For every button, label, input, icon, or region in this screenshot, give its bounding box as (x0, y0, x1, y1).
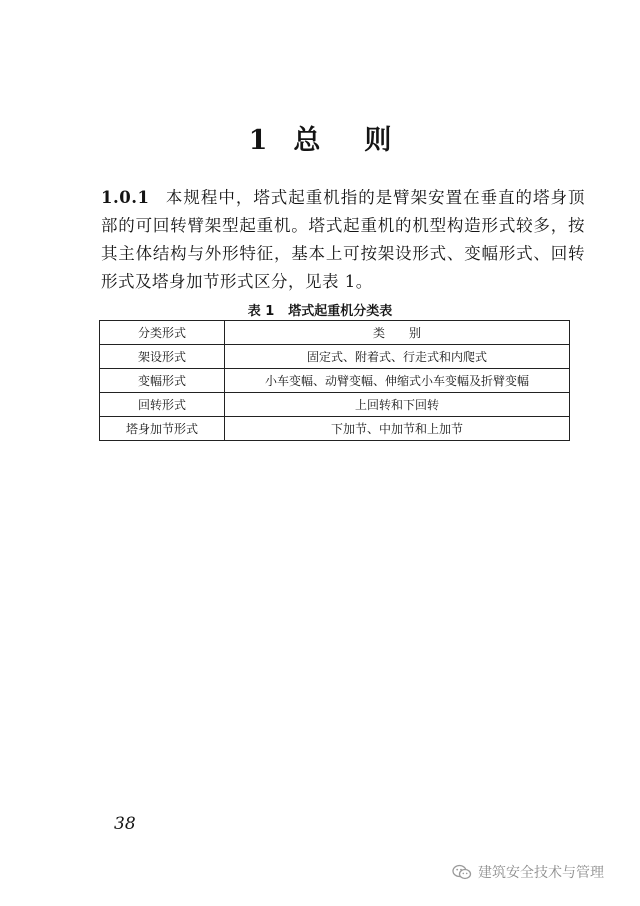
clause-text: 本规程中，塔式起重机指的是臂架安置在垂直的塔身顶部的可回转臂架型起重机。塔式起重机的机型构造形式较多，按其主体结构与外形特征，基本上可按架设形式、变幅形式、回转形式及塔身加节形式区分，见表 1。 (101, 188, 585, 291)
table-caption (0, 300, 640, 319)
wechat-icon (452, 864, 472, 881)
table-cell-category: 下加节、中加节和上加节 (225, 417, 570, 441)
table-caption-number: 表 1 (247, 304, 275, 319)
table-cell-form: 变幅形式 (100, 369, 225, 393)
chapter-title-part2: 则 (364, 125, 392, 156)
table-caption-title: 塔式起重机分类表 (288, 304, 393, 319)
table-row (100, 369, 570, 393)
table-cell-form: 架设形式 (100, 345, 225, 369)
table-cell-category: 小车变幅、动臂变幅、伸缩式小车变幅及折臂变幅 (225, 369, 570, 393)
table-row (100, 393, 570, 417)
table-row (100, 417, 570, 441)
table-cell-category: 固定式、附着式、行走式和内爬式 (225, 345, 570, 369)
chapter-title-part1: 总 (293, 125, 321, 156)
page-number: 38 (114, 814, 136, 834)
table-header-cell: 类 别 (225, 321, 570, 345)
clause-number: 1.0.1 (101, 188, 150, 207)
table-cell-form: 塔身加节形式 (100, 417, 225, 441)
watermark-text: 建筑安全技术与管理 (478, 865, 604, 881)
table-cell-category: 上回转和下回转 (225, 393, 570, 417)
classification-table (99, 320, 570, 441)
chapter-title (0, 118, 640, 157)
table-row (100, 345, 570, 369)
chapter-number: 1 (248, 125, 268, 156)
table-header-cell: 分类形式 (100, 321, 225, 345)
table-cell-form: 回转形式 (100, 393, 225, 417)
table-header-row (100, 321, 570, 345)
clause-paragraph (101, 184, 585, 296)
watermark (452, 862, 604, 882)
